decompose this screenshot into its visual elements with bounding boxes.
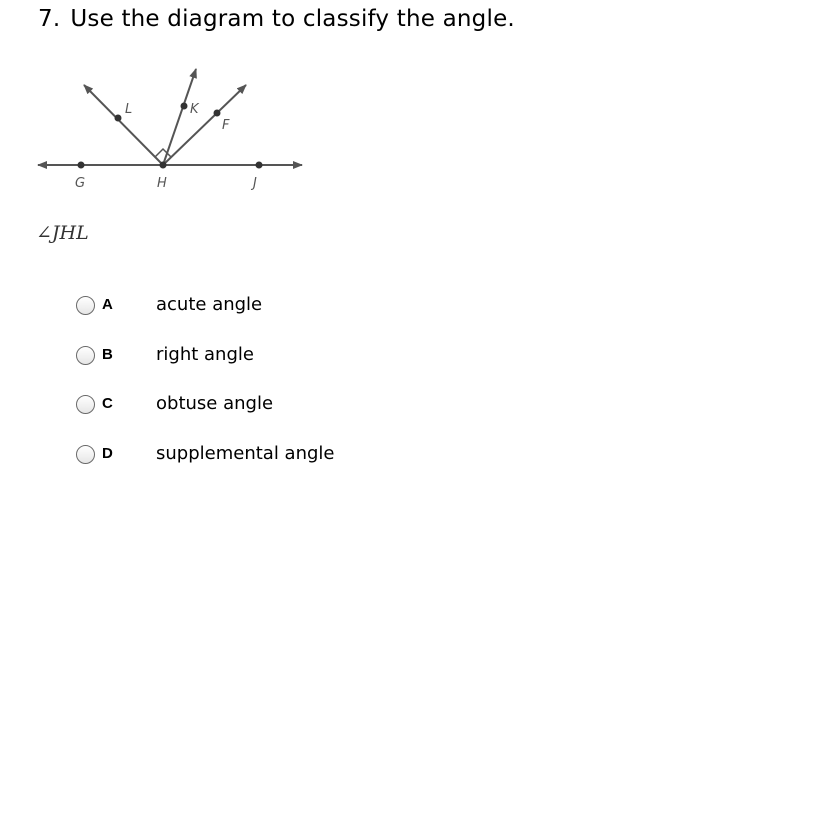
question-text: Use the diagram to classify the angle. [70,6,515,32]
point-f [214,110,221,117]
choice-letter: A [102,296,113,313]
radio-button-c[interactable] [76,395,95,414]
answer-choices [76,292,396,490]
choice-text: right angle [156,343,254,365]
question-number: 7. [38,6,61,32]
choice-a[interactable] [76,292,396,342]
choice-text: acute angle [156,294,263,315]
radio-button-b[interactable] [76,346,95,365]
point-k [181,103,188,110]
ray-hl [84,85,163,165]
label-j: J [253,176,257,191]
label-h: H [157,176,167,191]
choice-c[interactable] [76,391,396,441]
radio-button-d[interactable] [76,445,95,464]
choice-text: supplemental angle [156,442,335,464]
choice-text: obtuse angle [156,393,274,414]
label-g: G [75,176,86,191]
choice-letter: B [102,345,113,363]
point-h [160,162,167,169]
ray-hk [163,69,196,165]
radio-button-a[interactable] [76,296,95,315]
point-j [256,162,263,169]
choice-d[interactable] [76,441,396,491]
label-k: K [190,102,199,117]
choice-letter: C [102,395,113,412]
label-f: F [222,118,230,133]
choice-letter: D [102,444,113,462]
point-g [78,162,85,169]
label-l: L [125,102,133,117]
ray-hf [163,85,246,165]
angle-name: ∠JHL [36,222,89,244]
point-l [115,115,122,122]
angle-diagram [0,0,330,200]
choice-b[interactable] [76,342,396,392]
